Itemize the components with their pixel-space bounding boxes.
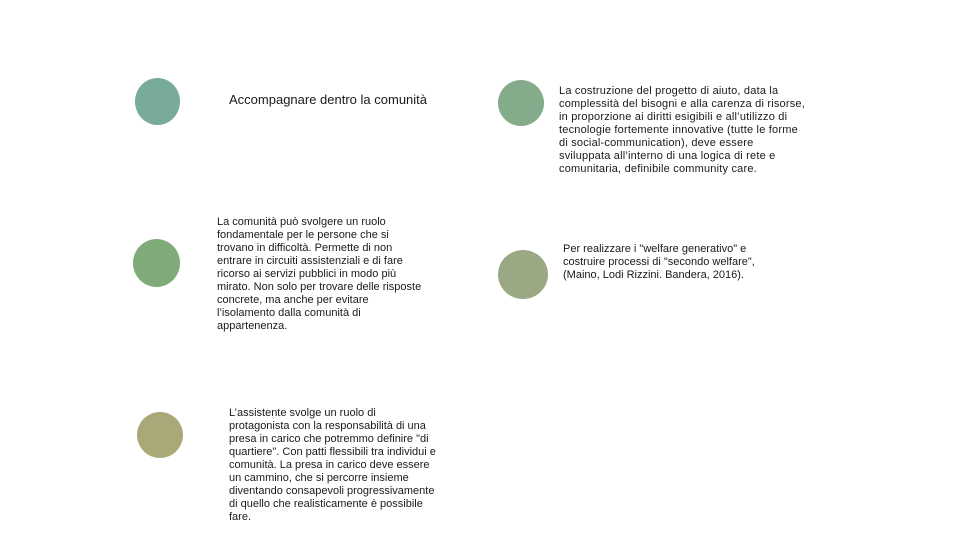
bullet-circle-2 bbox=[133, 239, 180, 287]
bullet-circle-3 bbox=[137, 412, 183, 458]
bullet-circle-4 bbox=[498, 80, 544, 126]
paragraph-comunita: La comunità può svolgere un ruolo fondamentale per le persone che si trovano in difficoltà. Permette di non entrare in circuiti assistenziali e di fare ricorso ai servizi pubblici in modo più mirato. Non solo per trovare delle risposte concrete, ma anche per evitare l’isolamento dalla comunità di appartenenza. bbox=[217, 216, 422, 332]
paragraph-assistente: L’assistente svolge un ruolo di protagonista con la responsabilità di una presa in carico che potremmo definire "di quartiere". Con patti flessibili tra individui e comunità. La presa in carico deve essere un cammino, che si percorre insieme diventando consapevoli progressivamente di quello che realisticamente è possibile fare. bbox=[229, 407, 436, 523]
heading-accompagnare: Accompagnare dentro la comunità bbox=[229, 92, 428, 107]
bullet-circle-1 bbox=[135, 78, 180, 125]
paragraph-progetto: La costruzione del progetto di aiuto, data la complessità del bisogni e alla carenza di risorse, in proporzione ai diritti esigibili e all’utilizzo di tecnologie fortemente innovative (tutte le forme di social-communication), deve essere sviluppata all’interno di una logica di rete e comunitaria, definibile community care. bbox=[559, 85, 806, 175]
paragraph-welfare: Per realizzare i "welfare generativo" e costruire processi di "secondo welfare", (Maino, Lodi Rizzini. Bandera, 2016). bbox=[563, 243, 755, 281]
bullet-circle-5 bbox=[498, 250, 548, 299]
